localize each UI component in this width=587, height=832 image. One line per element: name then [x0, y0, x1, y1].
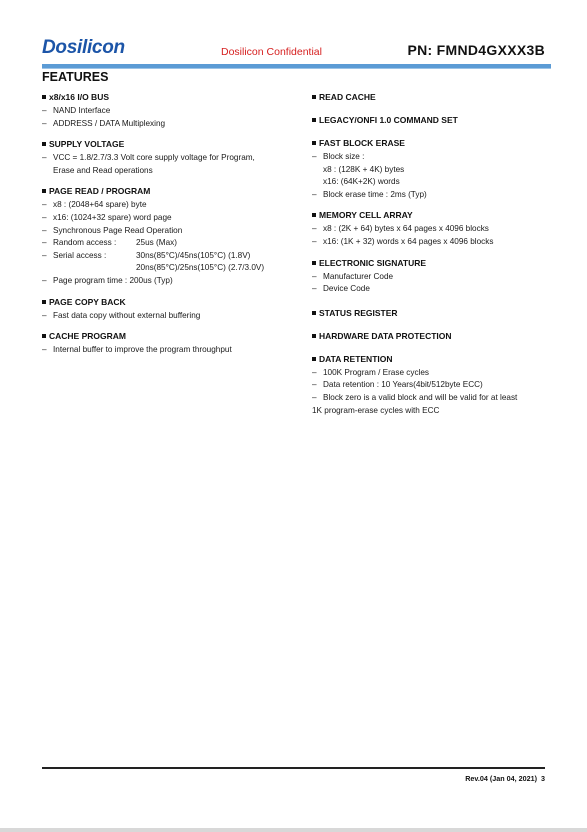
section-status-register	[312, 308, 550, 319]
bullet-icon	[312, 118, 316, 122]
list-item: – 100K Program / Erase cycles	[312, 367, 430, 377]
bullet-icon	[42, 334, 46, 338]
page-gap	[0, 828, 587, 832]
bullet-icon	[312, 95, 316, 99]
list-item-sub: x8 : (128K + 4K) bytes	[323, 164, 405, 174]
section-title: HARDWARE DATA PROTECTION	[312, 331, 550, 342]
list-item: – Synchronous Page Read Operation	[42, 225, 183, 235]
section-title: PAGE READ / PROGRAM	[42, 186, 287, 197]
list-item: – Device Code	[312, 284, 370, 294]
section-supply-voltage	[42, 139, 287, 177]
section-electronic-signature	[312, 258, 550, 296]
section-title: MEMORY CELL ARRAY	[312, 210, 550, 221]
bullet-icon	[312, 334, 316, 338]
section-title: STATUS REGISTER	[312, 308, 550, 319]
right-column	[312, 92, 550, 426]
section-title: READ CACHE	[312, 92, 550, 103]
list-item-continuation: 1K program-erase cycles with ECC	[312, 405, 440, 415]
list-item: – NAND Interface	[42, 106, 111, 115]
section-hardware-data-protection	[312, 331, 550, 342]
page-title: FEATURES	[42, 70, 109, 84]
list-item: – Page program time : 200us (Typ)	[42, 275, 173, 285]
list-item: – Block zero is a valid block and will be valid for at least	[312, 392, 518, 402]
list-item: – Manufacturer Code	[312, 271, 394, 281]
list-item: – Internal buffer to improve the program throughput	[42, 345, 232, 355]
section-title: FAST BLOCK ERASE	[312, 138, 550, 149]
section-io-bus	[42, 92, 287, 130]
section-title: SUPPLY VOLTAGE	[42, 139, 287, 150]
section-fast-block-erase	[312, 138, 550, 201]
section-page-copy-back	[42, 297, 287, 323]
bullet-icon	[312, 261, 316, 265]
confidential-label: Dosilicon Confidential	[221, 46, 322, 58]
section-title: x8/x16 I/O BUS	[42, 92, 287, 103]
list-item: – x8 : (2048+64 spare) byte	[42, 200, 147, 210]
list-item: – VCC = 1.8/2.7/3.3 Volt core supply voltage for Program,	[42, 153, 255, 163]
part-number: PN: FMND4GXXX3B	[407, 42, 545, 58]
list-item: – Fast data copy without external buffering	[42, 310, 201, 320]
section-page-read-program	[42, 186, 287, 287]
footer	[465, 774, 545, 783]
section-legacy-onfi	[312, 115, 550, 126]
list-item: – Block erase time : 2ms (Typ)	[312, 189, 427, 199]
list-item: – x16: (1K + 32) words x 64 pages x 4096 blocks	[312, 236, 494, 246]
list-item: – Block size :	[312, 152, 365, 161]
list-item-continuation: Erase and Read operations	[53, 165, 153, 175]
list-item: – Serial access : 30ns(85°C)/45ns(105°C) (1.8V)	[42, 250, 251, 260]
section-title: ELECTRONIC SIGNATURE	[312, 258, 550, 269]
list-item: – ADDRESS / DATA Multiplexing	[42, 118, 166, 128]
list-item: – x16: (1024+32 spare) word page	[42, 212, 172, 222]
section-data-retention	[312, 354, 550, 417]
company-logo: Dosilicon	[42, 37, 125, 58]
bullet-icon	[312, 311, 316, 315]
section-read-cache	[312, 92, 550, 103]
header-rule-thin	[42, 68, 551, 69]
bullet-icon	[312, 357, 316, 361]
list-item-continuation: 20ns(85°C)/25ns(105°C) (2.7/3.0V)	[136, 263, 265, 273]
revision-label: Rev.04 (Jan 04, 2021)	[465, 774, 537, 783]
bullet-icon	[42, 300, 46, 304]
list-item: – Random access : 25us (Max)	[42, 238, 177, 248]
footer-rule	[42, 767, 545, 769]
section-cache-program	[42, 331, 287, 357]
bullet-icon	[42, 189, 46, 193]
bullet-icon	[42, 142, 46, 146]
page-number: 3	[541, 774, 545, 783]
section-title: PAGE COPY BACK	[42, 297, 287, 308]
list-item: – x8 : (2K + 64) bytes x 64 pages x 4096 blocks	[312, 224, 489, 234]
bullet-icon	[312, 213, 316, 217]
bullet-icon	[312, 141, 316, 145]
bullet-icon	[42, 95, 46, 99]
section-title: DATA RETENTION	[312, 354, 550, 365]
list-item: – Data retention : 10 Years(4bit/512byte ECC)	[312, 380, 483, 390]
section-title: CACHE PROGRAM	[42, 331, 287, 342]
section-title: LEGACY/ONFI 1.0 COMMAND SET	[312, 115, 550, 126]
list-item-sub: x16: (64K+2K) words	[323, 177, 400, 187]
section-memory-cell-array	[312, 210, 550, 248]
left-column	[42, 92, 287, 366]
